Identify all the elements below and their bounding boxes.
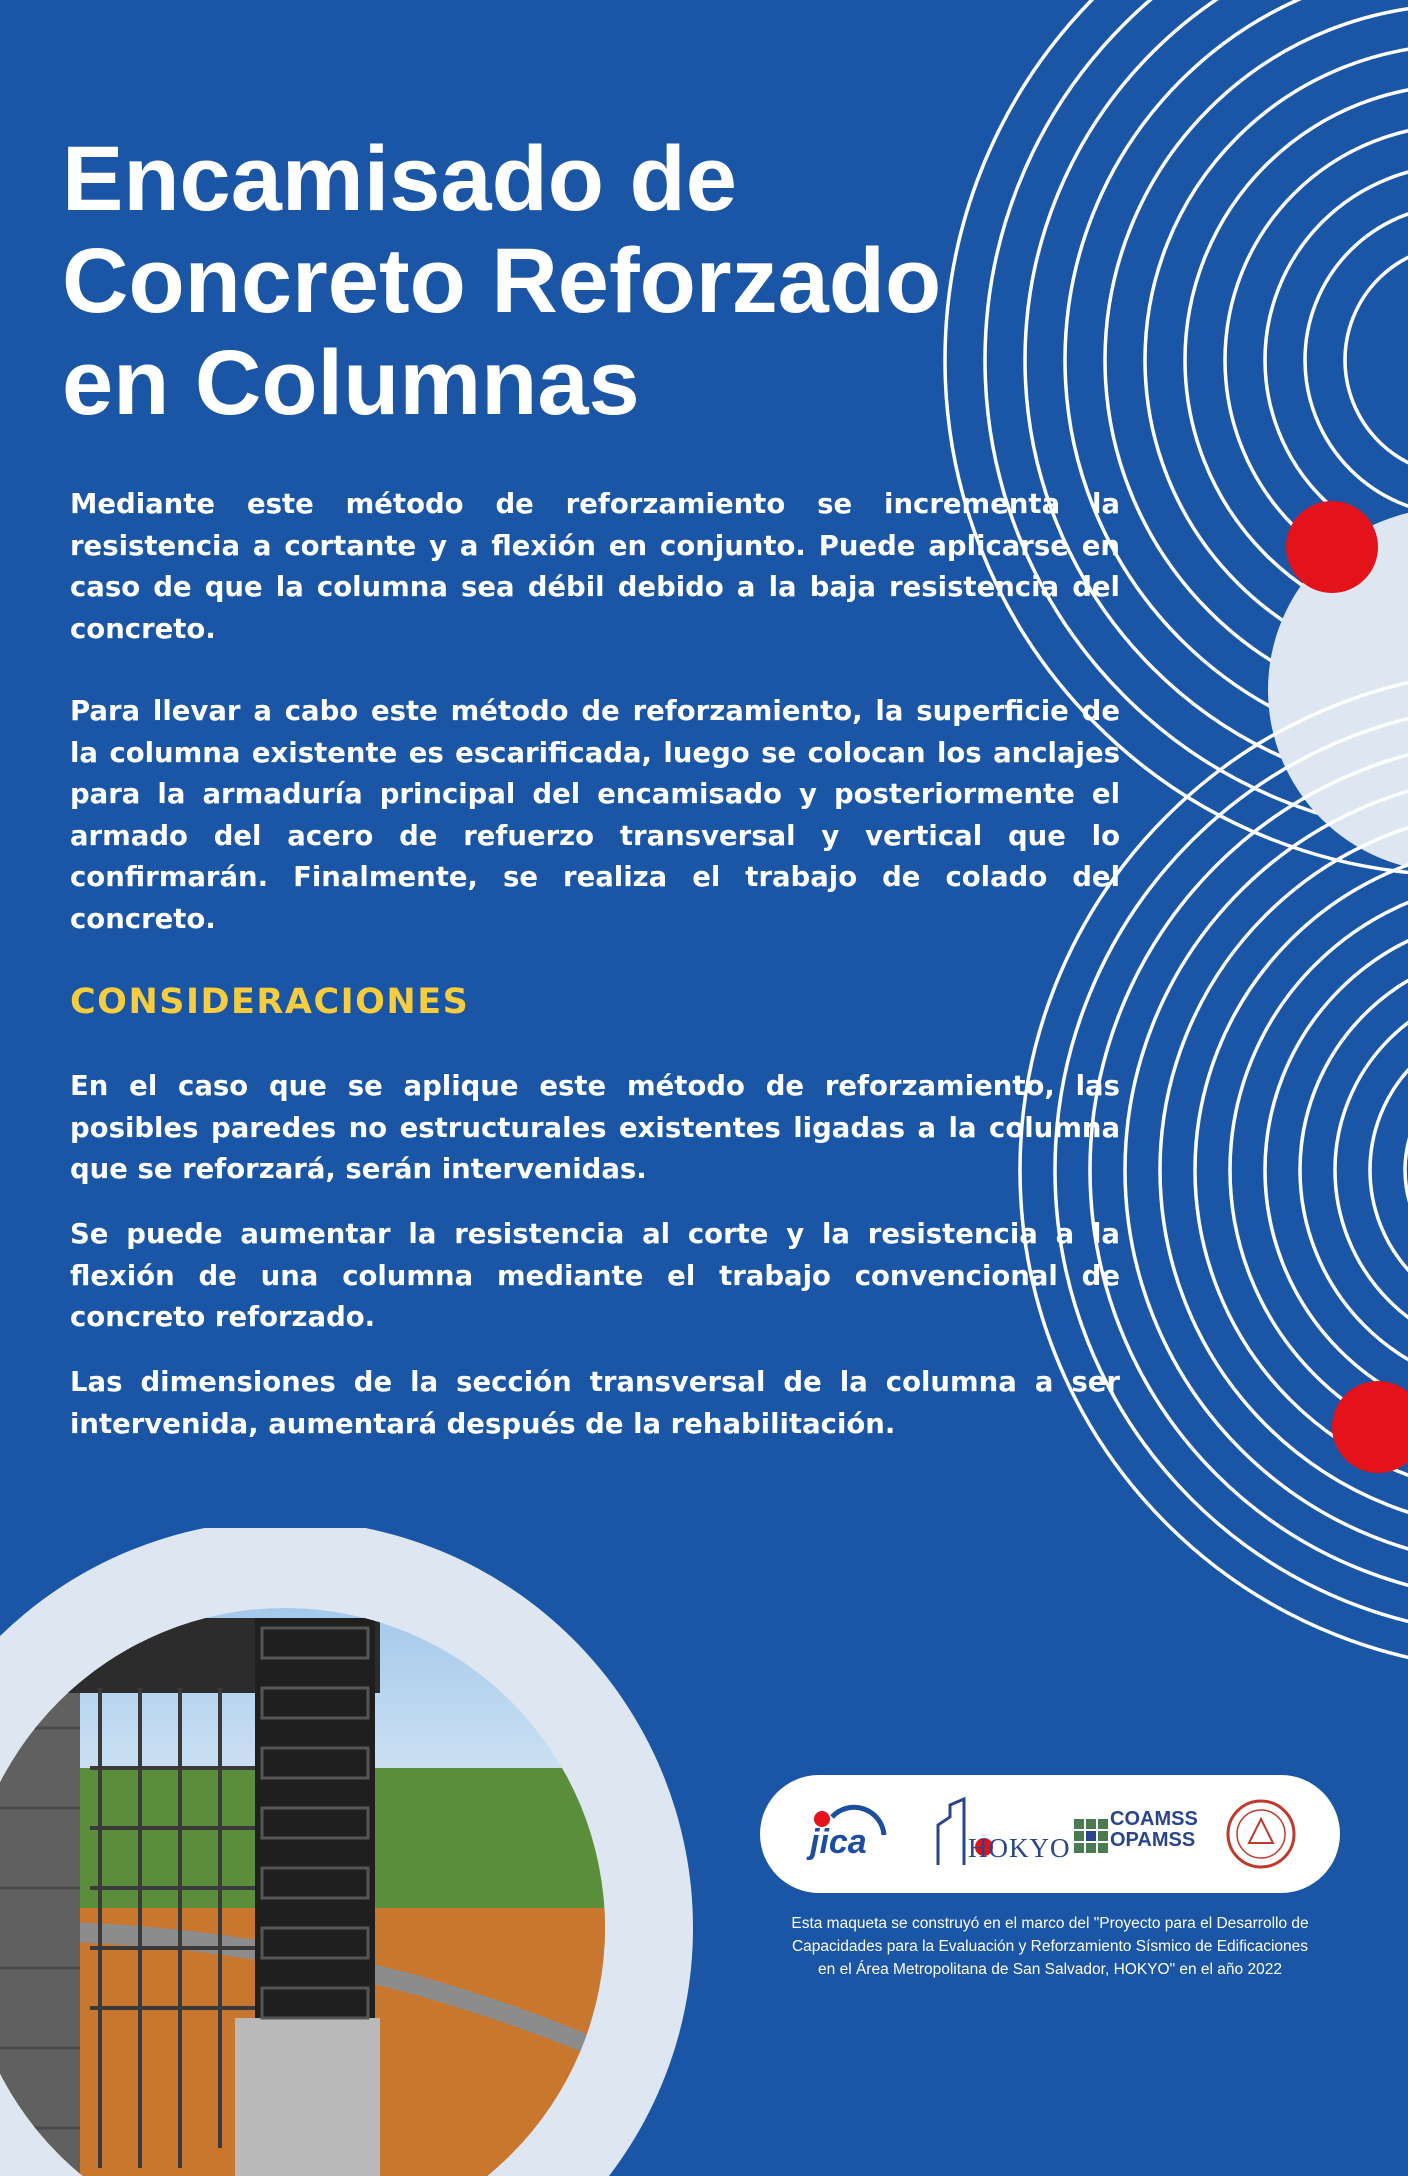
university-seal-logo [1222, 1795, 1300, 1873]
coamss-logo-text [1110, 1809, 1198, 1851]
consideration-item-1: En el caso que se aplique este método de reforzamiento, las posibles paredes no estructurales existentes ligadas a la columna que se reforzará, serán intervenidas. [70, 1070, 1120, 1185]
red-dot-upper [1286, 501, 1378, 593]
footnote-text: Esta maqueta se construyó en el marco del "Proyecto para el Desarrollo de Capacidades para la Evaluación y Reforzamiento Sísmico de Edificaciones en el Área Metropolitana de San Salvador, HOKYO" en el año 2022 [791, 1915, 1309, 1978]
coamss-label: COAMSS [1110, 1808, 1198, 1830]
consideration-item-3: Las dimensiones de la sección transversal de la columna a ser intervenida, aumentará después de la rehabilitación. [70, 1366, 1120, 1440]
intro-paragraph-1: Mediante este método de reforzamiento se incrementa la resistencia a cortante y a flexión en conjunto. Puede aplicarse en caso de que la columna sea débil debido a la baja resistencia del concreto. [70, 488, 1120, 645]
title-line-1: Encamisado de [62, 128, 737, 230]
column-rendering-image [0, 1528, 700, 2176]
jica-logo-text: jica [810, 1823, 867, 1861]
hokyo-logo-text: HOKYO [968, 1833, 1071, 1863]
title-line-2: Concreto Reforzado [62, 230, 942, 332]
consideration-item-2: Se puede aumentar la resistencia al corte y la resistencia a la flexión de una columna mediante el trabajo convencional de concreto reforzado. [70, 1218, 1120, 1333]
intro-paragraph-2: Para llevar a cabo este método de reforzamiento, la superficie de la columna existente es escarificada, luego se colocan los anclajes para la armaduría principal del encamisado y posteriormente el armado del acero de refuerzo transversal y vertical que lo confirmarán. Finalmente, se realiza el trabajo de colado del concreto. [70, 695, 1120, 935]
partner-logos-bar [760, 1775, 1340, 1893]
red-dot-lower [1332, 1381, 1408, 1473]
opamss-label: OPAMSS [1110, 1829, 1196, 1851]
considerations-heading: CONSIDERACIONES [70, 982, 470, 1022]
page-title [62, 128, 1062, 434]
title-line-3: en Columnas [62, 332, 640, 434]
